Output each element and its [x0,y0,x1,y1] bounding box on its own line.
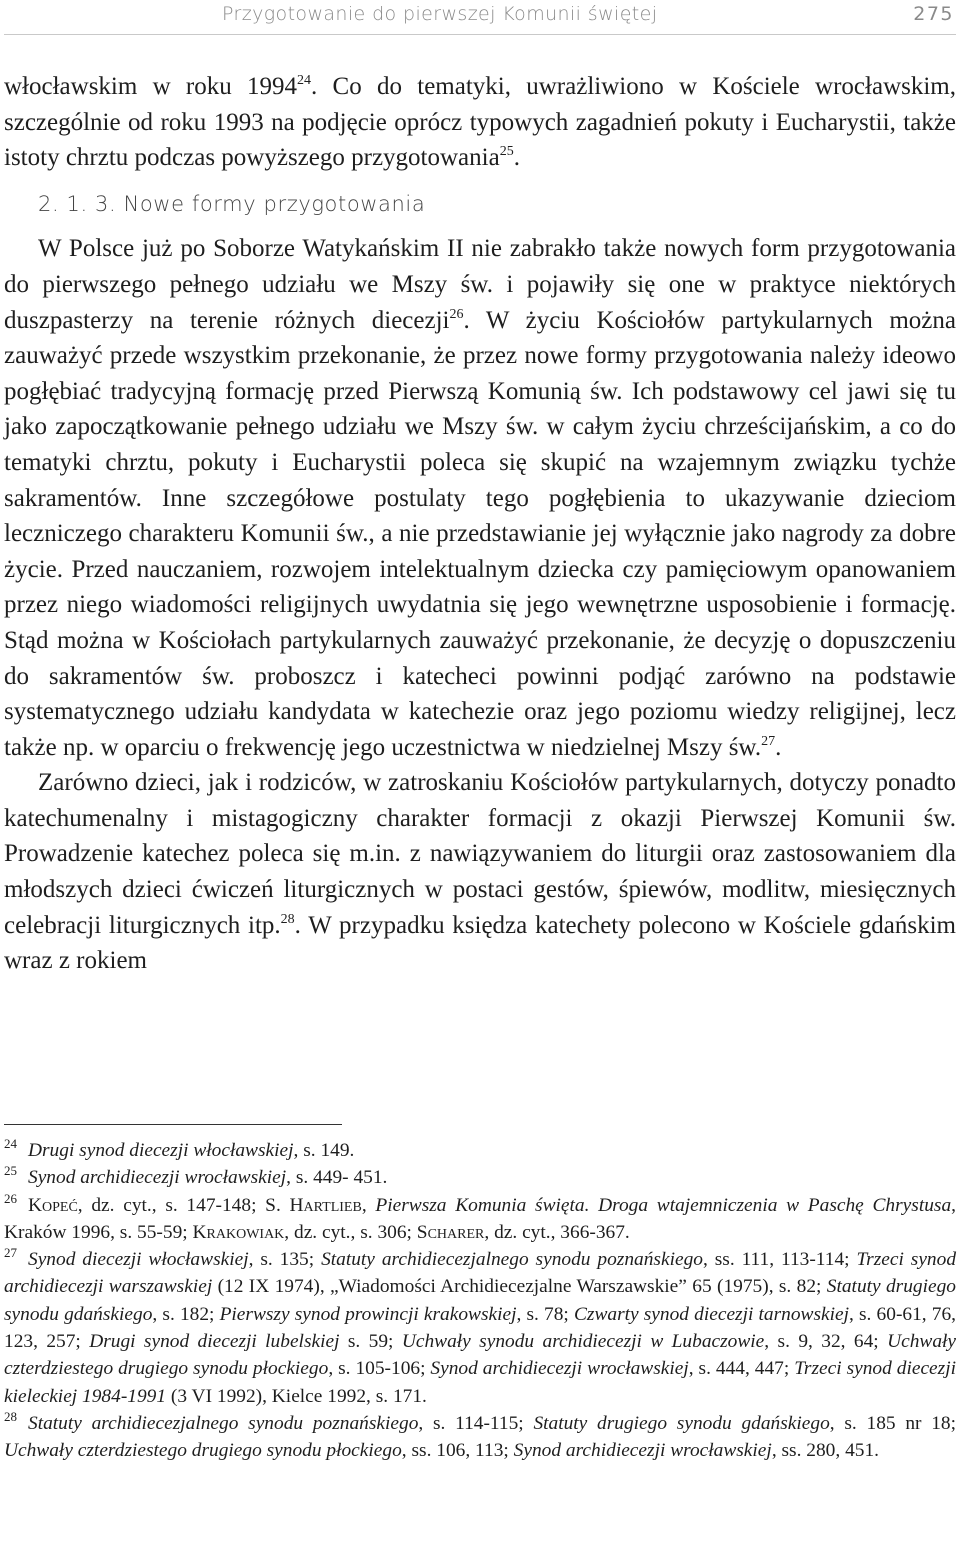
footnote: $^{24}$ Drugi synod diecezji włocławskiej, s. 149. [4,1136,355,1161]
footnote-ref[interactable]: 28 [280,911,295,927]
main-text [4,69,956,979]
footnotes [4,1137,956,1465]
footnote-ref[interactable]: 24 [297,73,312,88]
footnote-number: 26 [4,1190,17,1206]
footnote: $^{28}$ Statuty archidiecezjalnego synodu poznańskiego, s. 114-115; Statuty drugiego synodu gdańskiego, s. 185 nr 18; Uchwały czterdziestego drugiego synodu płockiego, ss. 106, 113; Synod archidiecezji wrocławskiej, ss. 280, 451. [4,1408,956,1462]
section-heading: 2. 1. 3. Nowe formy przygotowania [38,191,426,216]
paragraph: włocławskim w roku 1994$^{24}$. Co do tematyki, uwrażliwiono w Kościele wrocławskim, szczególnie od roku 1993 na podjęcie oprócz typowych zagadnień pokuty i Eucharystii, także istoty chrztu podczas powyższego przygotowania$^{25}$. [4,73,956,172]
running-head [4,0,956,35]
footnote-ref[interactable]: 25 [499,144,514,160]
footnote-number: 27 [4,1245,17,1261]
footnote: $^{27}$ Synod diecezji włocławskiej, s. 135; Statuty archidiecezjalnego synodu poznańskiego, ss. 111, 113-114; Trzeci synod archidiecezji warszawskiej (12 IX 1974), „Wiadomości Archidiecezjalne Warszawskie” 65 (1975), s. 82; Statuty drugiego synodu gdańskiego, s. 182; Pierwszy synod prowincji krakowskiej, s. 78; Czwarty synod diecezji tarnowskiej, s. 60-61, 76, 123, 257; Drugi synod diecezji lubelskiej s. 59; Uchwały synodu archidiecezji w Lubaczowie, s. 9, 32, 64; Uchwały czterdziestego drugiego synodu płockiego, s. 105-106; Synod archidiecezji wrocławskiej, s. 444, 447; Trzeci synod diecezji kieleckiej 1984-1991 (3 VI 1992), Kielce 1992, s. 171. [4,1245,957,1407]
footnote: $^{25}$ Synod archidiecezji wrocławskiej, s. 449- 451. [4,1163,388,1189]
footnote-divider [4,1124,342,1125]
paragraph: Zarówno dzieci, jak i rodziców, w zatroskaniu Kościołów partykularnych, dotyczy ponadto katechumenalny i mistagogiczny charakter formacji z okazji Pierwszej Komunii św. Prowadzenie katechez poleca się m.in. z nawiązywaniem do liturgii oraz zastosowaniem dla młodszych dzieci ćwiczeń liturgicznych w postaci gestów, śpiewów, modlitw, miesięcznych celebracji liturgicznych itp.$^{28}$. W przypadku księdza katechety polecono w Kościele gdańskim wraz z rokiem [4,769,956,975]
footnote-number: 25 [4,1163,17,1179]
paragraph: W Polsce już po Soborze Watykańskim II nie zabrakło także nowych form przygotowania do pierwszego pełnego udziału we Mszy św. i pojawiły się one w praktyce niektórych duszpasterzy na terenie różnych diecezji$^{26}$. W życiu Kościołów partykularnych można zauważyć przede wszystkim przekonanie, że przez nowe formy przygotowania należy ideowo pogłębiać tradycyjną formację przed Pierwszą Komunią św. Ich podstawowy cel jawi się tu jako zapoczątkowanie pełnego udziału we Mszy św. w całym życiu chrześcijańskim, a co do tematyki chrztu, pokuty i Eucharystii poleca się skupić na wzajemnym związku tychże sakramentów. Inne szczegółowe postulaty tego pogłębienia to ukazywanie dzieciom leczniczego charakteru Komunii św., a nie przedstawianie jej wyłącznie jako nagrody za dobre życie. Przed nauczaniem, rozwojem intelektualnym dziecka czy pamięciowym opanowaniem przez niego wiadomości religijnych uwydatnia się jego wewnętrzne usposobienie i formację. Stąd można w Kościołach partykularnych zauważyć przekonanie, że decyzję o dopuszczeniu do sakramentów św. proboszcz i katecheci powinni podjąć zarówno na podstawie systematycznego udziału kandydata w katechezie oraz jego poziomu wiedzy religijnej, lecz także np. w oparciu o frekwencję jego uczestnictwa w niedzielnej Mszy św.$^{27}$. [4,235,957,761]
footnote-ref[interactable]: 26 [449,306,464,322]
footnote-ref[interactable]: 27 [761,733,776,749]
footnote: $^{26}$ Kopeć, dz. cyt., s. 147-148; S. Hartlieb, Pierwsza Komunia święta. Droga wtajemniczenia w Paschę Chrystusa, Kraków 1996, s. 55-59; Krakowiak, dz. cyt., s. 306; Scharer, dz. cyt., 366-367. [4,1190,957,1243]
page-number: 275 [913,3,954,25]
running-head-title: Przygotowanie do pierwszej Komunii świętej [222,3,658,25]
footnote-number: 24 [4,1136,17,1151]
footnote-number: 28 [4,1408,17,1424]
